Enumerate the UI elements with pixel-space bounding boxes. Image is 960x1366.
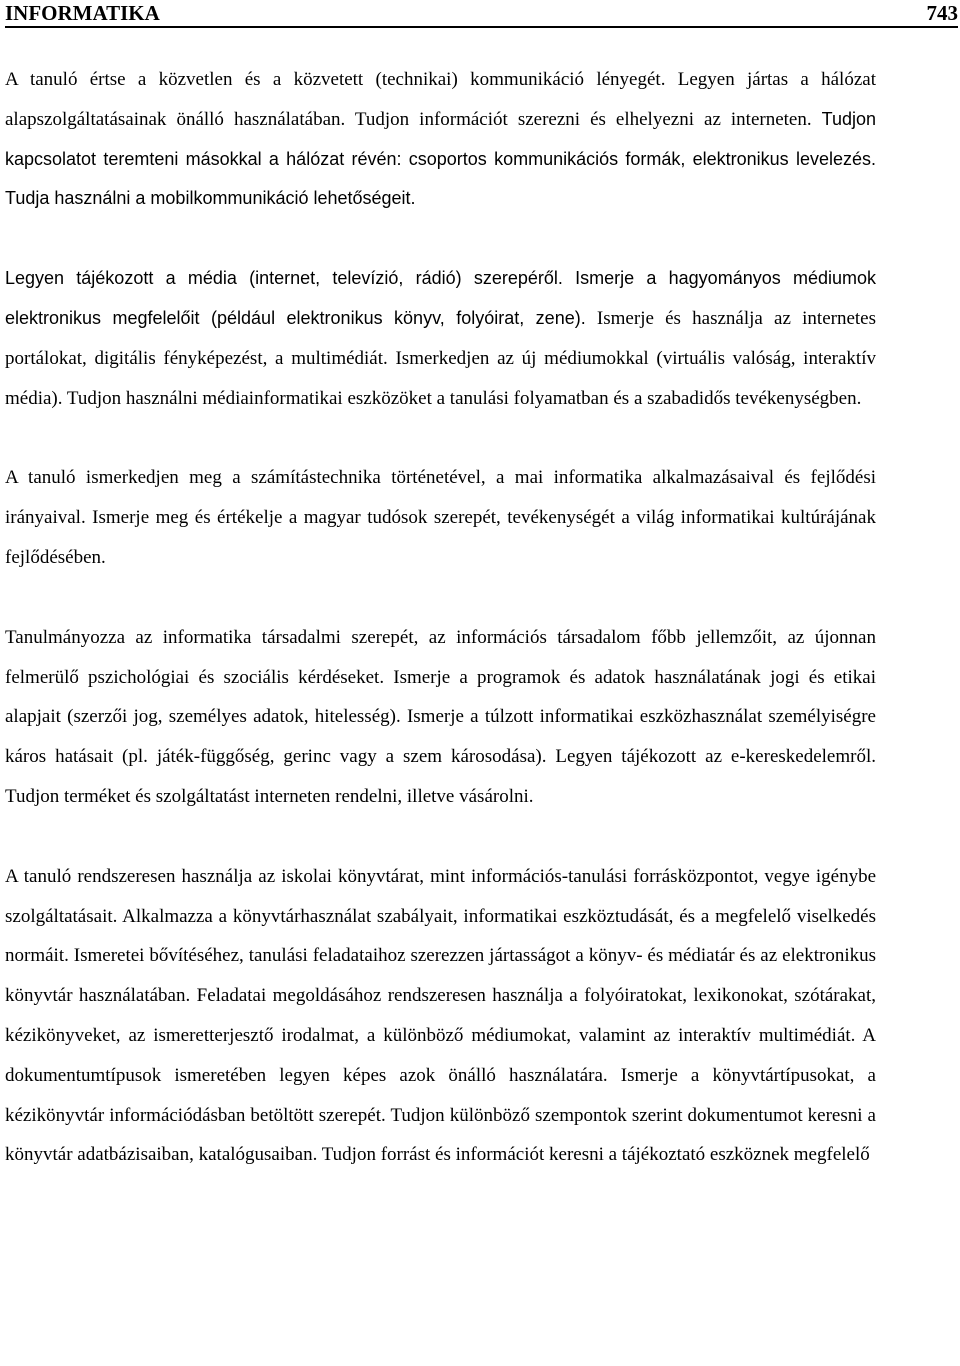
page-number: 743 <box>926 1 958 25</box>
paragraph-3: A tanuló ismerkedjen meg a számítástechnika történetével, a mai informatika alkalmazásaival és fejlődési irányaival. Ismerje meg és értékelje a magyar tudósok szerepét, tevékenységét a világ informatikai kultúrájának fejlődésében. <box>5 467 876 568</box>
paragraph-1 <box>5 60 876 219</box>
paragraph-2 <box>5 259 876 418</box>
paragraph-1-part-2: Tudjon kapcsolatot teremteni másokkal a hálózat révén: csoportos kommunikációs formák, elektronikus levelezés. Tudja használni a mobilkommunikáció lehetőségeit. <box>5 108 876 209</box>
header-title: INFORMATIKA <box>5 1 160 25</box>
paragraph-2-part-2: Ismerje és használja az internetes portálokat, digitális fényképezést, a multimédiát. Ismerkedjen az új médiumokkal (virtuális valóság, interaktív média). Tudjon használni médiainformatikai eszközöket a tanulási folyamatban és a szabadidős tevékenységben. <box>5 307 876 409</box>
running-header <box>5 2 958 28</box>
paragraph-2-part-1: Legyen tájékozott a média (internet, televízió, rádió) szerepéről. Ismerje a hagyományos médiumok elektronikus megfelelőit (például elektronikus könyv, folyóirat, zene). <box>5 268 876 328</box>
document-body <box>5 60 876 1175</box>
paragraph-5: A tanuló rendszeresen használja az iskolai könyvtárat, mint információs-tanulási forrásközpontot, vegye igénybe szolgáltatásait. Alkalmazza a könyvtárhasználat szabályait, informatikai eszköztudását, és a megfelelő viselkedés normáit. Ismeretei bővítéséhez, tanulási feladataihoz szerezzen jártasságot a könyv- és médiatár és az elektronikus könyvtár használatában. Feladatai megoldásához rendszeresen használja a folyóiratokat, lexikonokat, szótárakat, kézikönyveket, az ismeretterjesztő irodalmat, a különböző médiumokat, valamint az interaktív multimédiát. A dokumentumtípusok ismeretében legyen képes azok önálló használatára. Ismerje a könyvtártípusokat, a kézikönyvtár információdásban betöltött szerepét. Tudjon különböző szempontok szerint dokumentumot keresni a könyvtár adatbázisaiban, katalógusaiban. Tudjon forrást és információt keresni a tájékoztató eszköznek megfelelő <box>5 865 876 1166</box>
paragraph-4: Tanulmányozza az informatika társadalmi szerepét, az információs társadalom főbb jellemzőit, az újonnan felmerülő pszichológiai és szociális kérdéseket. Ismerje a programok és adatok használatának jogi és etikai alapjait (szerzői jog, személyes adatok, hitelesség). Ismerje a túlzott informatikai eszközhasználat személyiségre káros hatásait (pl. játék-függőség, gerinc vagy a szem károsodása). Legyen tájékozott az e-kereskedelemről. Tudjon terméket és szolgáltatást interneten rendelni, illetve vásárolni. <box>5 626 876 807</box>
paragraph-1-part-1: A tanuló értse a közvetlen és a közvetett (technikai) kommunikáció lényegét. Legyen jártas a hálózat alapszolgáltatásainak önálló használatában. Tudjon információt szerezni és elhelyezni az interneten. <box>5 69 876 130</box>
